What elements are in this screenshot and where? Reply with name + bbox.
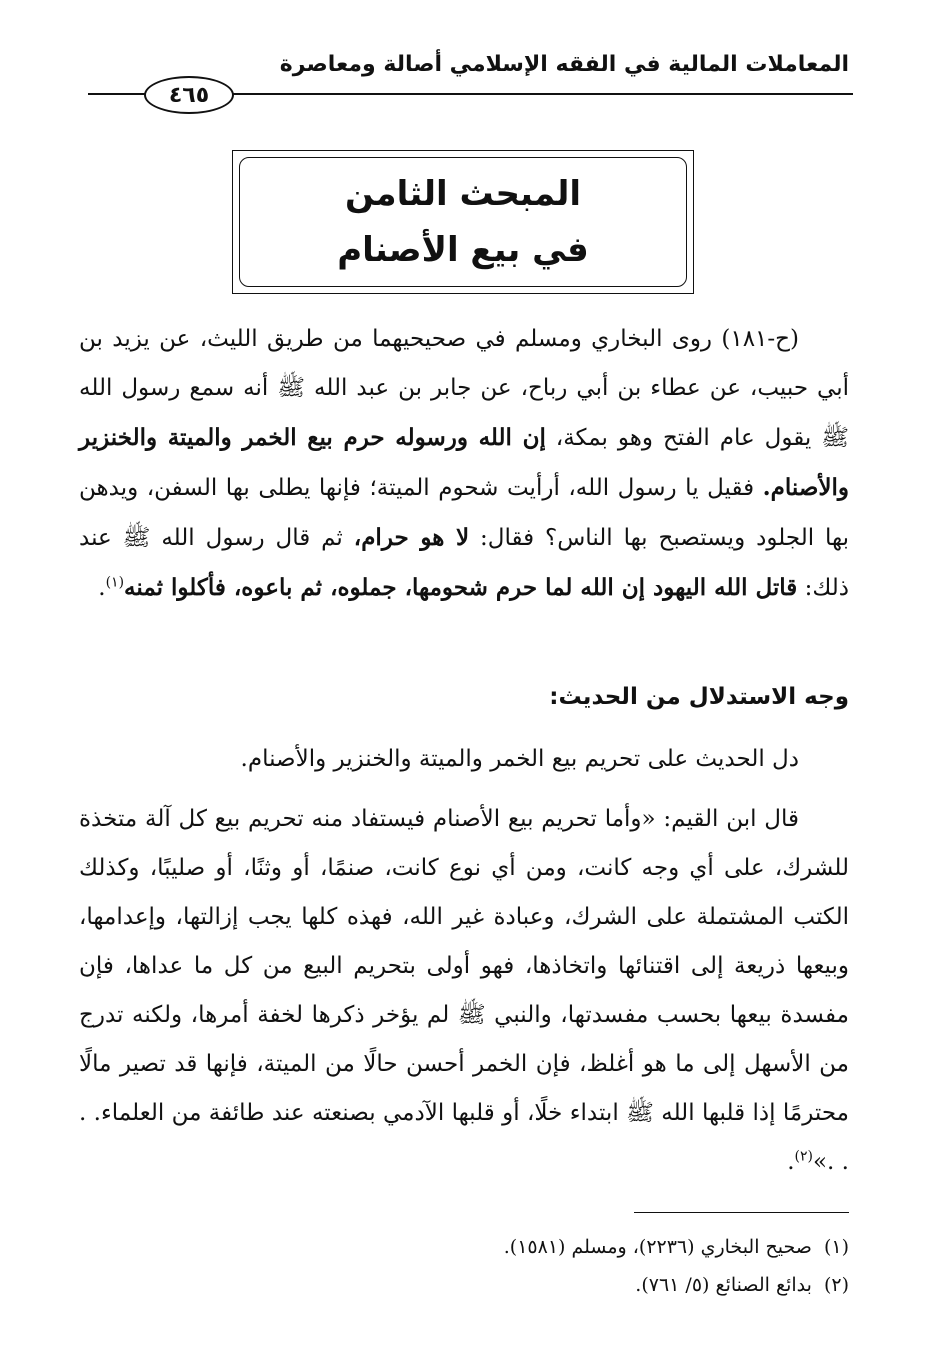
ibn-qayyim-end-period: . bbox=[787, 1149, 795, 1175]
hadith-narration: (ح-١٨١) روى البخاري ومسلم في صحيحيهما من طريق الليث، عن يزيد بن أبي حبيب، عن عطاء بن أبي رباح، عن جابر بن عبد الله ﷺ أنه سمع رسول الله ﷺ يقول عام الفتح وهو بمكة، bbox=[79, 326, 849, 451]
footnote-text: بدائع الصنائع (٥/ ٧٦١). bbox=[635, 1274, 812, 1296]
ibn-qayyim-quote: قال ابن القيم: «وأما تحريم بيع الأصنام فيستفاد منه تحريم بيع كل آلة متخذة للشرك، على أي وجه كانت، ومن أي نوع كانت، صنمًا، أو وثنًا، أو صليبًا، وكذلك الكتب المشتملة على الشرك، وعبادة غير الله، فهذه كلها يجب إزالتها، وإعدامها، وبيعها ذريعة إلى اقتنائها واتخاذها، فهو أولى بتحريم البيع من كل ما عداها، فإن مفسدة بيعها بحسب مفسدتها، والنبي ﷺ لم يؤخر ذكرها لخفة أمرها، ولكنه تدرج من الأسهل إلى ما هو أغلظ، فإن الخمر أحسن حالًا من الميتة، فإنها قد تصير مالًا محترمًا إذا قلبها الله ﷺ ابتداء خلًا، أو قلبها الآدمي بصنعته عند طائفة من العلماء. . . .» bbox=[79, 806, 850, 1175]
hadith-final-quote: قاتل الله اليهود إن الله لما حرم شحومها، جملوه، ثم باعوه، فأكلوا ثمنه bbox=[124, 574, 798, 601]
hadith-question: فقيل يا رسول الله، أرأيت شحوم الميتة؛ فإنها يطلى بها السفن، ويدهن بها الجلود ويستصبح بها الناس؟ فقال: bbox=[79, 475, 850, 551]
hadith-end-period: . bbox=[98, 575, 106, 601]
section-title-line2: في بيع الأصنام bbox=[337, 230, 589, 270]
inference-paragraph: دل الحديث على تحريم بيع الخمر والميتة والخنزير والأصنام. bbox=[240, 746, 799, 772]
inference-heading: وجه الاستدلال من الحديث: bbox=[549, 684, 849, 710]
hadith-paragraph bbox=[79, 315, 849, 613]
footnotes bbox=[79, 1228, 849, 1304]
footnote-rule bbox=[634, 1212, 849, 1213]
footnote-number: (١) bbox=[823, 1236, 849, 1258]
footnote-item bbox=[79, 1266, 849, 1304]
section-title-inner-frame bbox=[239, 157, 687, 287]
page-number: ٤٦٥ bbox=[144, 76, 234, 114]
ibn-qayyim-paragraph bbox=[79, 795, 849, 1187]
footnote-ref-2[interactable]: (٢) bbox=[794, 1148, 813, 1165]
footnote-ref-1[interactable]: (١) bbox=[105, 574, 125, 591]
footnote-number: (٢) bbox=[823, 1274, 849, 1296]
running-header-title: المعاملات المالية في الفقه الإسلامي أصالة ومعاصرة bbox=[279, 52, 849, 77]
footnote-item bbox=[79, 1228, 849, 1266]
section-title-line1: المبحث الثامن bbox=[344, 174, 582, 214]
hadith-answer-quote: لا هو حرام، bbox=[353, 524, 470, 551]
section-title-frame bbox=[232, 150, 694, 294]
hadith-prohibition-quote: إن الله ورسوله حرم بيع الخمر والميتة والخنزير والأصنام. bbox=[79, 424, 849, 501]
footnote-text: صحيح البخاري (٢٢٣٦)، ومسلم (١٥٨١). bbox=[503, 1236, 812, 1258]
hadith-continuation: ثم قال رسول الله ﷺ عند ذلك: bbox=[79, 525, 849, 601]
